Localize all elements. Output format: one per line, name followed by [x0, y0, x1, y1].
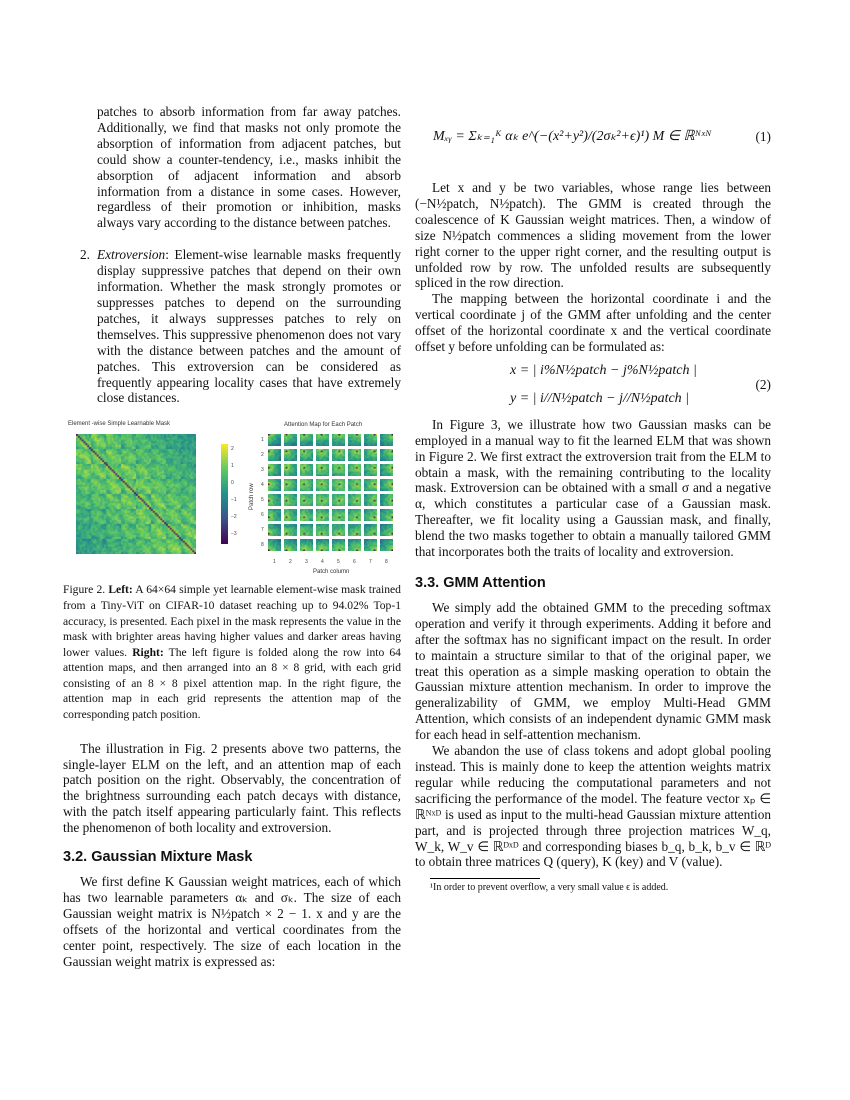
attention-map-cell [348, 479, 361, 491]
left-plot-title: Element -wise Simple Learnable Mask [68, 421, 171, 428]
row-tick: 5 [261, 497, 264, 504]
attention-map-cell [316, 524, 329, 536]
caption-left-label: Left: [108, 583, 133, 597]
body-text [63, 741, 401, 836]
col-tick: 2 [289, 559, 292, 566]
col-tick: 4 [321, 559, 324, 566]
caption-text: The left figure is folded along the row into 64 attention maps, and then arranged into an 8 × 8 grid, with each grid consisting of an 8 × 8 pixel attention map. In the right figure, the attention map in each grid represents the attention map of the corresponding patch position. [63, 645, 401, 722]
attention-map-cell [364, 539, 377, 551]
paragraph: In Figure 3, we illustrate how two Gaussian masks can be employed in a manual way to fit the learned ELM that was shown in Figure 2. We first extract the extroversion trait from the ELM to obtain a mask, with the remaining contributing to the locality mask. Extroversion can be obtained with a small σ and a negative α, which constitutes a particular case of a Gaussian mask. Thereafter, we fit locality using a Gaussian mask, and finally, blend the two masks together to obtain a manually tailored GMM that incorporates both the traits of locality and extroversion. [415, 416, 771, 560]
row-tick: 4 [261, 482, 264, 489]
figure-caption [63, 582, 401, 722]
equation-number: (1) [755, 129, 771, 145]
col-tick: 6 [353, 559, 356, 566]
col-tick: 8 [385, 559, 388, 566]
attention-map-cell [364, 449, 377, 461]
paragraph: We simply add the obtained GMM to the preceding softmax operation and verify it through experiments. Adding it before and after the softmax has no significant impact on the result. In order to maintain a structure similar to that of the original paper, we treat this operation as a simple masking operation to obtain the Gaussian mixture attention mechanism. In order to improve the generalizability of GMM, we employ Multi-Head GMM Attention, which consists of an independent dynamic GMM mask for each head in self-attention mechanism. [415, 599, 771, 743]
caption-text: A 64×64 simple yet learnable element-wise mask trained from a Tiny-ViT on CIFAR-10 dataset reaching up to 94.02% Top-1 accuracy, is presented. Each pixel in the mask represents the value in the mask with brighter areas having higher values and darker areas having lower values. [63, 583, 401, 659]
caption-right-label: Right: [132, 645, 164, 659]
attention-map-cell [348, 539, 361, 551]
right-plot-title: Attention Map for Each Patch [284, 422, 363, 429]
colorbar [221, 444, 228, 544]
attention-map-cell [316, 539, 329, 551]
colorbar-tick: 1 [231, 463, 234, 470]
colorbar-tick: −1 [231, 497, 237, 504]
row-tick: 6 [261, 512, 264, 519]
attention-map-cell [316, 494, 329, 506]
attention-map-cell [300, 479, 313, 491]
attention-map-cell [284, 524, 297, 536]
x-axis-label: Patch column [313, 569, 350, 576]
attention-map-cell [316, 509, 329, 521]
attention-map-cell [300, 464, 313, 476]
attention-map-cell [300, 539, 313, 551]
row-tick: 1 [261, 437, 264, 444]
attention-map-cell [364, 479, 377, 491]
attention-map-cell [284, 434, 297, 446]
attention-map-cell [268, 464, 281, 476]
colorbar-tick: −3 [231, 531, 237, 538]
row-tick: 8 [261, 542, 264, 549]
attention-map-cell [348, 434, 361, 446]
right-column [415, 112, 771, 894]
attention-map-cell [364, 524, 377, 536]
attention-map-cell [268, 494, 281, 506]
attention-map-cell [364, 464, 377, 476]
attention-map-cell [332, 479, 345, 491]
attention-map-cell [348, 509, 361, 521]
attention-map-cell [380, 539, 393, 551]
attention-map-cell [268, 449, 281, 461]
attention-map-cell [284, 539, 297, 551]
attention-map-cell [300, 494, 313, 506]
attention-map-cell [332, 434, 345, 446]
learnable-mask-heatmap [76, 434, 196, 554]
equation-number: (2) [755, 376, 771, 392]
attention-map-cell [380, 434, 393, 446]
caption-label: Figure 2. [63, 583, 106, 597]
paragraph: We first define K Gaussian weight matrices, each of which has two learnable parameters αₖ and σₖ. The size of each Gaussian weight matrix is N½patch × 2 − 1. x and y are the offsets of the horizontal and vertical coordinates from the center point, respectively. The size of each location in the Gaussian weight matrix is expressed as: [63, 874, 401, 969]
attention-map-cell [316, 464, 329, 476]
footnote-divider [430, 878, 540, 879]
attention-map-cell [268, 509, 281, 521]
attention-map-cell [380, 509, 393, 521]
section-heading: 3.3. GMM Attention [415, 574, 546, 591]
row-tick: 3 [261, 467, 264, 474]
attention-map-cell [380, 479, 393, 491]
paragraph [97, 247, 401, 406]
text: : Element-wise learnable masks frequently display suppressive patches that depend on their own information. Whether the mask strongly promotes or suppresses patches to depend on the surrounding patches, it always suppresses patches to rely on themselves. This suppressive phenomenon does not vary with the distance between patches and the amount of patches. This extroversion can be considered as frequently appearing locality cases that have extremely close distances. [97, 247, 401, 406]
list-number: 2. [80, 247, 90, 263]
attention-map-cell [268, 524, 281, 536]
attention-map-cell [332, 494, 345, 506]
body-text [415, 600, 771, 870]
attention-map-cell [268, 434, 281, 446]
paragraph: The illustration in Fig. 2 presents above two patterns, the single-layer ELM on the left, and an attention map of each patch position on the right. Observably, the concentration of the brightness surrounding each patch decays with distance, with the patch itself appearing particularly faint. This reflects the phenomenon of both locality and extroversion. [63, 740, 401, 836]
colorbar-tick: 2 [231, 446, 234, 453]
attention-map-cell [284, 494, 297, 506]
list-item-1-continuation [97, 104, 401, 231]
attention-map-cell [332, 539, 345, 551]
attention-map-grid [268, 434, 394, 552]
attention-map-cell [364, 509, 377, 521]
equation-2b: y = | i//N½patch − j//N½patch | [510, 390, 690, 406]
colorbar-tick: 0 [231, 480, 234, 487]
attention-map-cell [284, 479, 297, 491]
list-item-2 [80, 247, 401, 406]
paragraph: We abandon the use of class tokens and adopt global pooling instead. This is mainly done to keep the attention weights matrix regular while reducing the computational parameters and not sacrificing the performance of the model. The feature vector xₚ ∈ ℝᴺˣᴰ is used as input to the multi-head Gaussian mixture attention part, and is projected through three projection matrices W_q, W_k, W_v ∈ ℝᴰˣᴰ and corresponding biases b_q, b_k, b_v ∈ ℝᴰ to obtain three matrices Q (query), K (key) and V (value). [415, 743, 771, 870]
attention-map-cell [332, 509, 345, 521]
paragraph: patches to absorb information from far away patches. Additionally, we find that masks not only promote the absorption of information from adjacent patches, but could show a counter-tendency, i.e., masks inhibit the absorption of adjacent information and absorb information from a distance in some cases. However, regardless of their promotion or inhibition, masks always vary according to the distance between patches. [97, 104, 401, 231]
left-column [63, 104, 401, 970]
equation-2-row [415, 363, 771, 407]
attention-map-cell [348, 524, 361, 536]
attention-map-cell [300, 449, 313, 461]
attention-map-cell [284, 464, 297, 476]
paragraph: Let x and y be two variables, whose range lies between (−N½patch, N½patch). The GMM is created through the coalescence of K Gaussian weight matrices. Then, a window of size N½patch commences a sliding movement from the lower right corner to the upper right corner, and the resulting output is unfolded row by row. The unfolded results are subsequently spliced in the row direction. [415, 180, 771, 291]
attention-map-cell [348, 464, 361, 476]
row-tick: 7 [261, 527, 264, 534]
attention-map-cell [300, 524, 313, 536]
attention-map-cell [380, 449, 393, 461]
attention-map-cell [316, 434, 329, 446]
body-text [415, 417, 771, 560]
row-tick: 2 [261, 452, 264, 459]
col-tick: 7 [369, 559, 372, 566]
attention-map-cell [332, 449, 345, 461]
body-text [415, 180, 771, 355]
body-text [63, 874, 401, 969]
attention-map-cell [348, 449, 361, 461]
equation-2a: x = | i%N½patch − j%N½patch | [510, 362, 697, 378]
attention-map-cell [332, 464, 345, 476]
figure-2 [63, 414, 403, 579]
equation-1-row [415, 112, 771, 162]
attention-map-cell [300, 434, 313, 446]
attention-map-cell [284, 509, 297, 521]
col-tick: 5 [337, 559, 340, 566]
y-axis-label: Patch row [249, 483, 255, 511]
attention-map-cell [284, 449, 297, 461]
attention-map-cell [380, 494, 393, 506]
attention-map-cell [300, 509, 313, 521]
attention-map-cell [380, 524, 393, 536]
attention-map-cell [364, 494, 377, 506]
footnote: ¹In order to prevent overflow, a very small value ϵ is added. [430, 882, 669, 894]
attention-map-cell [316, 479, 329, 491]
attention-map-cell [364, 434, 377, 446]
attention-map-cell [348, 494, 361, 506]
attention-map-cell [268, 539, 281, 551]
term: Extroversion [97, 247, 166, 263]
paragraph: The mapping between the horizontal coordinate i and the vertical coordinate j of the GMM after unfolding and the center offset of the horizontal coordinate x and the vertical coordinate offset y before unfolding can be formulated as: [415, 291, 771, 355]
attention-map-cell [380, 464, 393, 476]
col-tick: 1 [273, 559, 276, 566]
col-tick: 3 [305, 559, 308, 566]
section-heading: 3.2. Gaussian Mixture Mask [63, 849, 253, 866]
colorbar-tick: −2 [231, 514, 237, 521]
attention-map-cell [268, 479, 281, 491]
equation-1: Mₓᵧ = Σₖ₌₁ᴷ αₖ e^(−(x²+y²)/(2σₖ²+ϵ)¹) M ∈ ℝᴺˣᴺ [433, 129, 712, 145]
attention-map-cell [316, 449, 329, 461]
attention-map-cell [332, 524, 345, 536]
